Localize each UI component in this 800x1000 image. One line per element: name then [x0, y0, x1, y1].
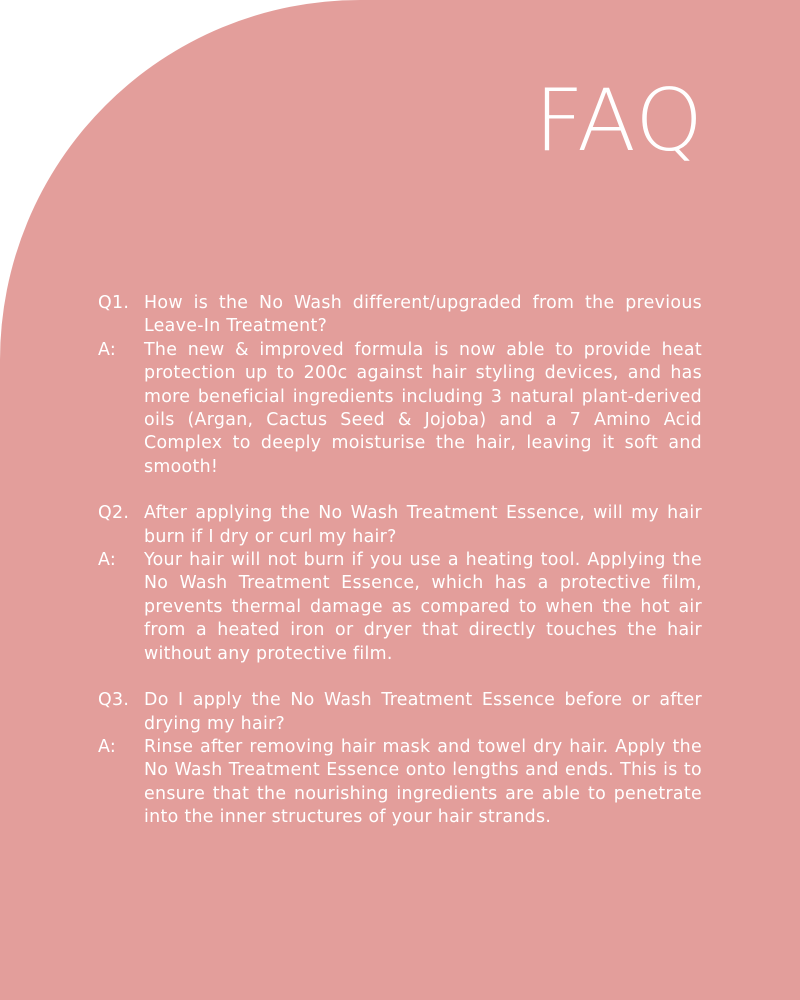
question-row [98, 689, 702, 736]
answer-row [98, 339, 702, 479]
faq-item-1 [98, 292, 702, 479]
question-label: Q3. [98, 690, 130, 711]
answer-text: Rinse after removing hair mask and towel dry hair. Apply the No Wash Treatment Essence onto lengths and ends. This is to ensure that the nourishing ingredients are able to penetrate into the inner structures of your hair strands. [144, 736, 702, 828]
answer-row [98, 549, 702, 666]
question-text: After applying the No Wash Treatment Essence, will my hair burn if I dry or curl my hair? [144, 503, 702, 547]
answer-label: A: [98, 339, 117, 360]
question-text: How is the No Wash different/upgraded from the previous Leave-In Treatment? [144, 293, 702, 337]
answer-label: A: [98, 550, 117, 571]
question-text: Do I apply the No Wash Treatment Essence before or after drying my hair? [144, 690, 702, 734]
question-row [98, 292, 702, 339]
answer-row [98, 736, 702, 830]
question-row [98, 502, 702, 549]
page-title: FAQ [534, 71, 704, 171]
question-label: Q2. [98, 503, 130, 524]
answer-text: Your hair will not burn if you use a heating tool. Applying the No Wash Treatment Essence, which has a protective film, prevents thermal damage as compared to when the hot air from a heated iron or dryer that directly touches the hair without any protective film. [144, 550, 702, 664]
faq-list [98, 292, 702, 853]
answer-text: The new & improved formula is now able to provide heat protection up to 200c against hair styling devices, and has more beneficial ingredients including 3 natural plant-derived oils (Argan, Cactus Seed & Jojoba) and a 7 Amino Acid Complex to deeply moisturise the hair, leaving it soft and smooth! [144, 339, 702, 477]
question-label: Q1. [98, 293, 130, 313]
faq-item-3 [98, 689, 702, 829]
answer-label: A: [98, 736, 117, 757]
faq-item-2 [98, 502, 702, 666]
